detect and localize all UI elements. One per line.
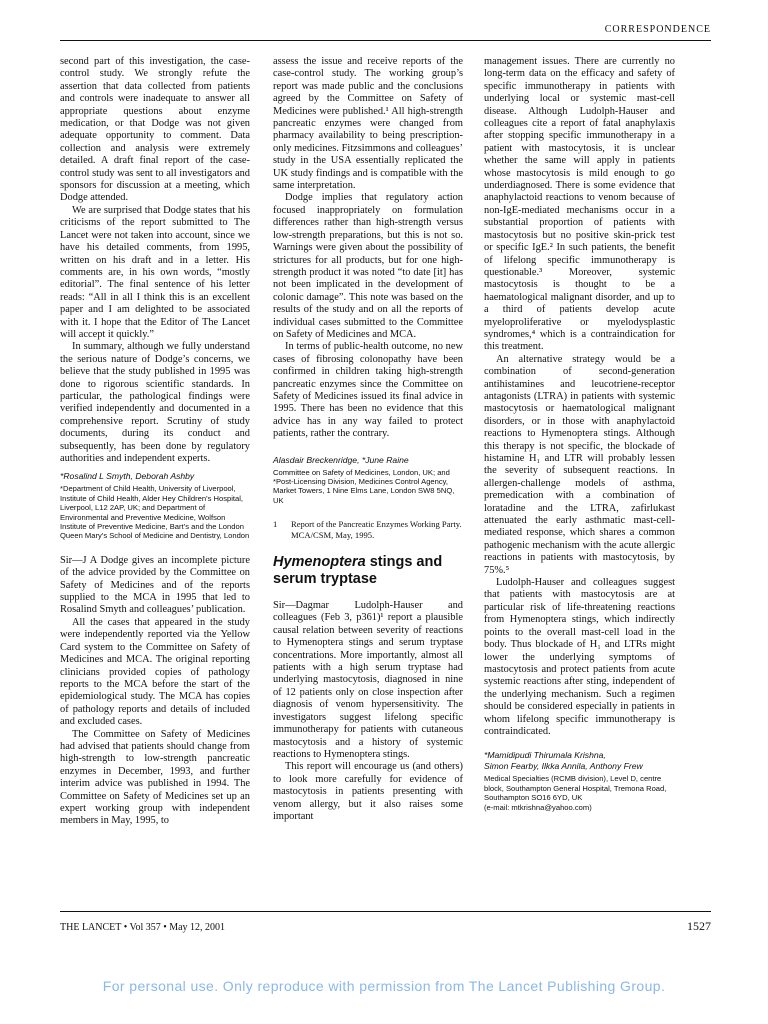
affiliation: Committee on Safety of Medicines, London, UK; and *Post-Licensing Division, Medicines Control Agency, Market Towers, 1 Nine Elms Lane, London SW8 5NQ, UK bbox=[273, 467, 455, 505]
article-title-italic: Hymenoptera bbox=[273, 554, 366, 571]
section-header: CORRESPONDENCE bbox=[604, 24, 711, 35]
paragraph: Dodge implies that regulatory action focused inappropriately on formulation differences rather than high-strength versus low-strength preparations, but this is not so. Warnings were given about the possibility of strictures for all products, but for one high-strength product it was noted “to date [it] has not been implicated in the development of colonic damage”. This note was based on the results of the study and on all the reports of individual cases submitted to the Committee on Safety of Medicines and MCA. bbox=[273, 192, 463, 340]
signature: *Rosalind L Smyth, Deborah Ashby bbox=[60, 471, 195, 482]
signature: *Mamidipudi Thirumala Krishna, bbox=[484, 750, 606, 761]
journal-footer: THE LANCET • Vol 357 • May 12, 2001 bbox=[60, 922, 226, 933]
signature: Alasdair Breckenridge, *June Raine bbox=[273, 454, 409, 465]
column-3 bbox=[484, 56, 675, 826]
affiliation: Medical Specialties (RCMB division), Level D, centre block, Southampton General Hospital, Tremona Road, Southampton SO16 6YD, UK bbox=[484, 774, 667, 803]
watermark: For personal use. Only reproduce with permission from The Lancet Publishing Group. bbox=[102, 978, 666, 994]
paragraph: Sir—J A Dodge gives an incomplete picture of the advice provided by the Committee on Safety of Medicines and of the reports supplied to the MCA in 1995 that led to Rosalind Smyth and colleagues’ publication. bbox=[60, 554, 250, 616]
column-1 bbox=[60, 56, 250, 828]
article-title-rest: stings and serum tryptase bbox=[273, 554, 443, 588]
paragraph: In terms of public-health outcome, no new cases of fibrosing colonopathy have been confirmed in children taking high-strength pancreatic enzymes since the Committee on Safety of Medicines issued its final advice in 1995. There has been no evidence that this advice has in any way failed to protect patients, rather the contrary. bbox=[273, 341, 463, 440]
paragraph: In summary, although we fully understand the serious nature of Dodge’s concerns, we believe that the study published in 1995 was done to rigorous scientific standards. In particular, the pathological findings were verified independently and documented in a comprehensive report. Scrutiny of study documents, during its conduct and subsequently, has been done by regulatory authorities and independent experts. bbox=[60, 341, 250, 464]
paragraph: second part of this investigation, the case-control study. We strongly refute the assertion that data collected from patients and controls were inadequate to answer all appropriate questions about enzyme medication, or that Dodge was not given adequate opportunity to comment. Data collection and analysis were extremely detailed. A draft final report of the case-control study was sent to all investigators and sponsors for discussion at a meeting, which Dodge attended. bbox=[60, 56, 250, 204]
paragraph: We are surprised that Dodge states that his criticisms of the report submitted to The Lancet were not taken into account, since we have his detailed comments, from 1995, written on his draft and in a letter. His comments are, in his own words, “mostly editorial”. The final sentence of his letter reads: “All in all I think this is an excellent paper and I am delighted to be associated with it. I hope that the Editor of The Lancet will accept it quickly.” bbox=[60, 204, 250, 340]
paragraph: The Committee on Safety of Medicines had advised that patients should change from high-strength to low-strength pancreatic enzymes in December, 1993, and further interim advice was published in 1994. The Committee on Safety of Medicines set up an expert working group with independent members in May, 1995, to bbox=[60, 728, 250, 827]
column-2 bbox=[273, 56, 463, 823]
page-number: 1527 bbox=[687, 919, 711, 933]
paragraph: management issues. There are currently no long-term data on the efficacy and safety of specific immunotherapy in patients with underlying local or systemic mast-cell disease. Although Ludolph-Hauser and colleagues cite a report of fatal anaphylaxis after stopping specific immunotherapy in a patient with mastocytosis, it is unclear whether the same will apply in patients whose mastocytosis is mild enough to go underdiagnosed. There is some evidence that anaphylactoid reactions to venom because of non-IgE-mediated mechanisms occur in a substantial proportion of patients with mastocytosis but no positive skin-prick test or specific IgE.² In such patients, the benefit of lifelong specific immunotherapy is questionable.³ Moreover, systemic mastocytosis is thought to be a haematological malignant disorder, and up to a third of patients develop acute myeloproliferative or myelodysplastic syndromes,⁴ which is a contraindication for this treatment. bbox=[484, 56, 675, 353]
reference bbox=[273, 519, 463, 540]
signature: Simon Fearby, Ilkka Annila, Anthony Frew bbox=[484, 761, 643, 772]
paragraph: All the cases that appeared in the study were independently reported via the Yellow Card system to the Committee on Safety of Medicines and MCA. The original reporting clinicians provided copies of pathology reports to the MCA before the start of the epidemiological study. The MCA has copies of pathology reports and details of included and excluded cases. bbox=[60, 616, 250, 728]
top-rule bbox=[60, 40, 711, 41]
paragraph: This report will encourage us (and others) to look more carefully for evidence of mastocytosis in patients presenting with venom allergy, but it also raises some important bbox=[273, 761, 463, 822]
paragraph: An alternative strategy would be a combination of second-generation antihistamines and leucotriene-receptor antagonists (LTRA) in patients with systemic mastocytosis or haematological malignant disorders, or in those with anaphylactoid reactions to Hymenoptera stings. Although this therapy is not specific, the blockade of histamine H₁ and LTR will probably lessen the severity of subsequent reactions. In allergen-challenge models of asthma, premedication with a combination of loratadine and the LTRA, zafirlukast attenuated the early asthmatic mast-cell-mediated response, which shares a common pathogenic mechanism with the acute allergic reactions in patients with mastocytosis, by 75%.⁵ bbox=[484, 353, 675, 576]
reference-number: 1 bbox=[273, 519, 278, 530]
paragraph: assess the issue and receive reports of the case-control study. The working group’s report was made public and the conclusions agreed by the Committee on Safety of Medicines were published.¹ All high-strength pancreatic enzymes were changed from pharmacy availability to being prescription-only medicines. Fitzsimmons and colleagues’ study in the USA essentially replicated the UK study findings and is compatible with the same interpretation. bbox=[273, 56, 463, 192]
affiliation: *Department of Child Health, University of Liverpool, Institute of Child Health, Alder Hey Children’s Hospital, Liverpool, L12 2AP, UK; and Department of Environmental and Preventive Medicine, Wolfson Institute of Preventive Medicine, Bart’s and the London Queen Mary’s School of Medicine and Dentistry, London bbox=[60, 484, 250, 541]
email: (e-mail: mtkrishna@yahoo.com) bbox=[484, 802, 592, 812]
paragraph: Ludolph-Hauser and colleagues suggest that patients with mastocytosis are at particular risk of life-threatening reactions from Hymenoptera stings, which indirectly points to the overall mast-cell load in the body. Thus blockade of H₁ and LTRs might lower the underlying symptoms of mastocytosis and protect patients from acute systemic reactions after sting, independent of the underlying mechanism. Such a regimen should be considered especially in patients in whom lifelong specific immunotherapy is contraindicated. bbox=[484, 577, 675, 737]
bottom-rule bbox=[60, 911, 711, 912]
paragraph: Sir—Dagmar Ludolph-Hauser and colleagues (Feb 3, p361)¹ report a plausible causal relation between severity of reactions to Hymenoptera stings and serum tryptase concentrations. More importantly, almost all patients with a high serum tryptase had underlying mastocytosis, diagnosed in nine of 12 patients only on close inspection after diagnosis of venom hypersensitivity. The investigators suggest lifelong specific immunotherapy for patients with cutaneous mastocytosis and a history of systemic reactions to Hymenoptera stings. bbox=[273, 600, 463, 760]
article-title bbox=[273, 554, 463, 588]
reference-text: Report of the Pancreatic Enzymes Working Party. MCA/CSM, May, 1995. bbox=[291, 519, 462, 540]
